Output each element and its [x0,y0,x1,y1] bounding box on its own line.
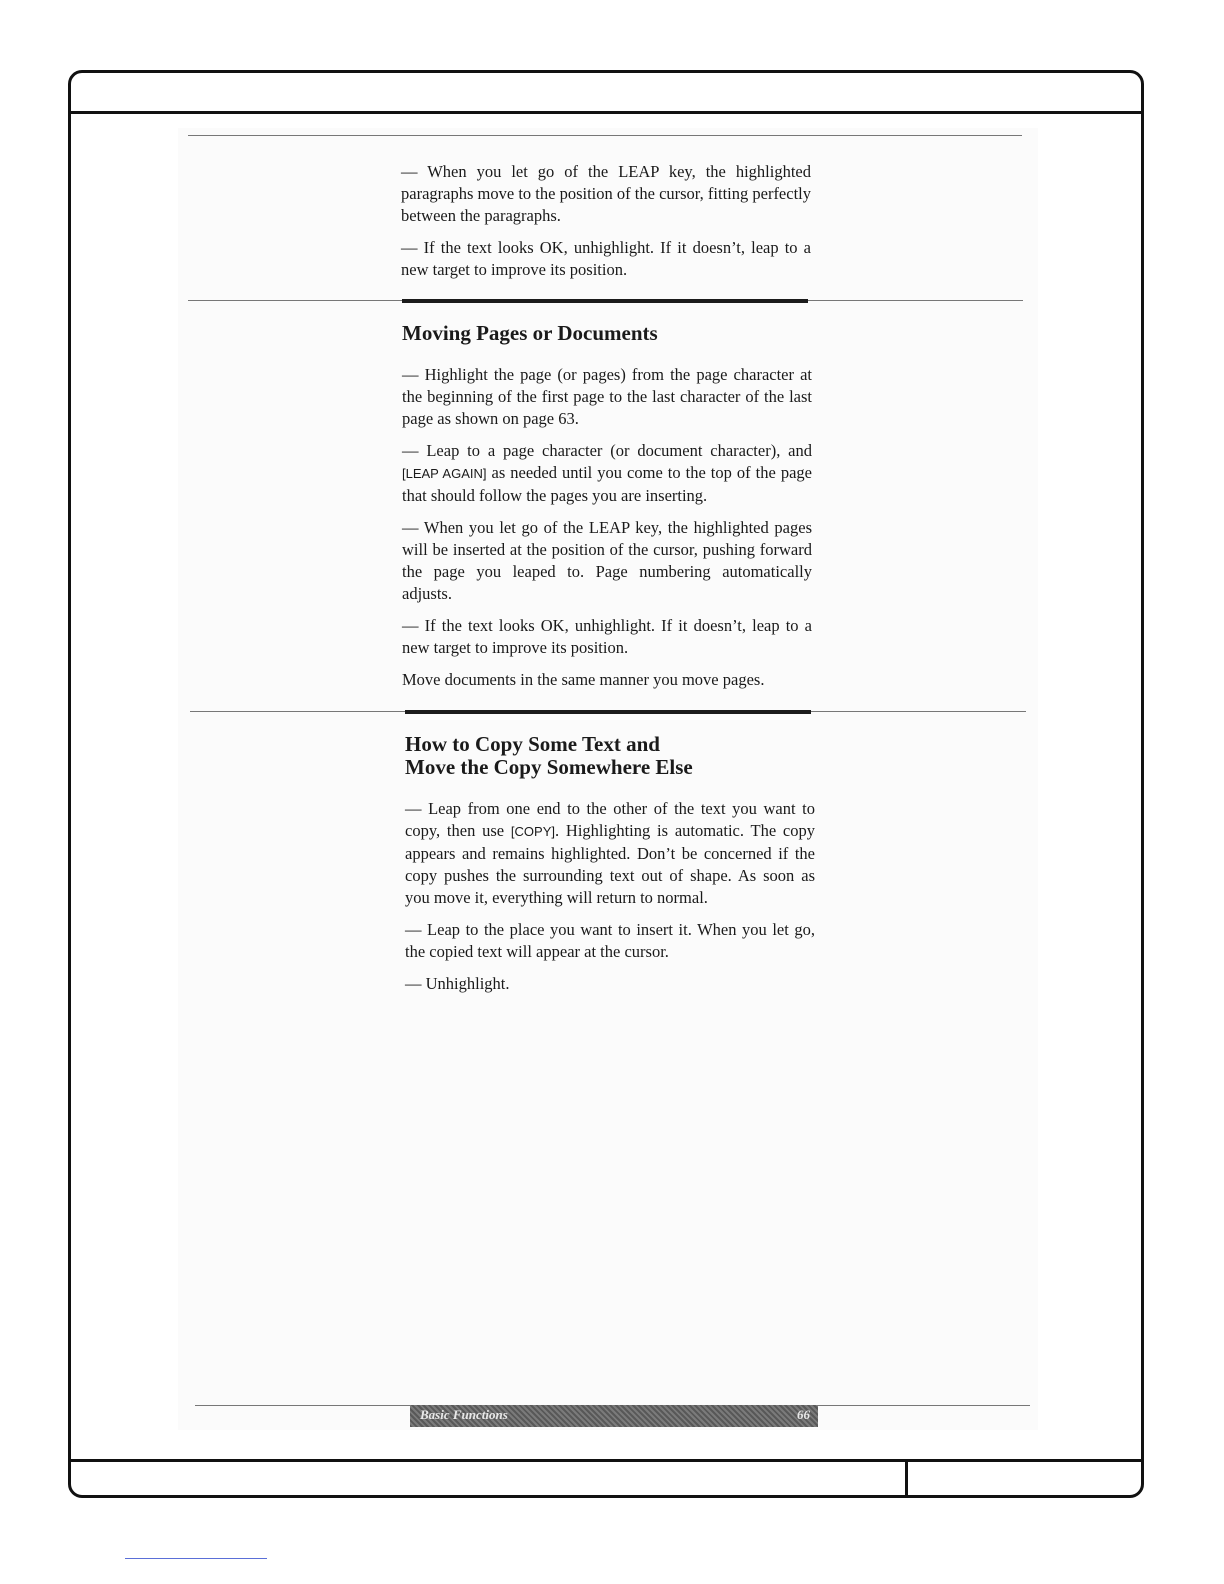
paragraph: — If the text looks OK, unhighlight. If it doesn’t, leap to a new target to improve its position. [401,238,811,279]
frame-footer-column-divider [905,1459,908,1498]
section-heading-line: Move the Copy Somewhere Else [405,755,693,779]
page-footer-bar [410,1405,818,1427]
section-heading: Moving Pages or Documents [402,321,658,345]
section-copy-text [405,733,815,1005]
footer-section-label: Basic Functions [420,1407,508,1422]
paragraph: Move documents in the same manner you move pages. [402,670,765,689]
paragraph [402,440,812,507]
key-name-copy: [COPY] [510,824,555,839]
paragraph-text: — Leap to a page character (or document character), and [402,441,812,460]
paragraph-text: . Highlighting is automatic. The copy appears and remains highlighted. Don’t be concerned if the copy pushes the surrounding text out of shape. As soon as you move it, everything will return to normal. [405,821,816,907]
paragraph: — When you let go of the LEAP key, the highlighted paragraphs move to the position of the cursor, fitting perfectly between the paragraphs. [401,162,811,225]
paragraph: — Leap to the place you want to insert it. When you let go, the copied text will appear at the cursor. [405,920,815,961]
section-leap-continued [401,161,811,291]
section-rule-accent [402,299,808,303]
paragraph-text: — Leap from one end to the other of the text you want to copy, then use [405,799,815,840]
section-rule-accent [405,710,811,714]
paragraph: — If the text looks OK, unhighlight. If it doesn’t, leap to a new target to improve its position. [402,616,812,657]
paragraph: — Highlight the page (or pages) from the page character at the beginning of the first page to the last character of the last page as shown on page 63. [402,365,812,428]
paragraph: — Unhighlight. [405,974,510,993]
paragraph-text: as needed until you come to the top of the page that should follow the pages you are inserting. [402,463,812,505]
top-rule [188,135,1022,136]
paragraph: — When you let go of the LEAP key, the highlighted pages will be inserted at the position of the cursor, pushing forward the page you leaped to. Page numbering automatically adjusts. [402,518,812,603]
link-underline [125,1558,267,1559]
section-heading [405,733,815,779]
section-moving-pages [402,322,812,701]
frame-header-divider [71,111,1141,114]
key-name-leap-again: [LEAP AGAIN] [402,466,487,481]
footer-page-number: 66 [797,1407,810,1422]
paragraph [405,798,815,909]
section-heading-line: How to Copy Some Text and [405,732,660,756]
frame-footer-divider [71,1459,1141,1462]
